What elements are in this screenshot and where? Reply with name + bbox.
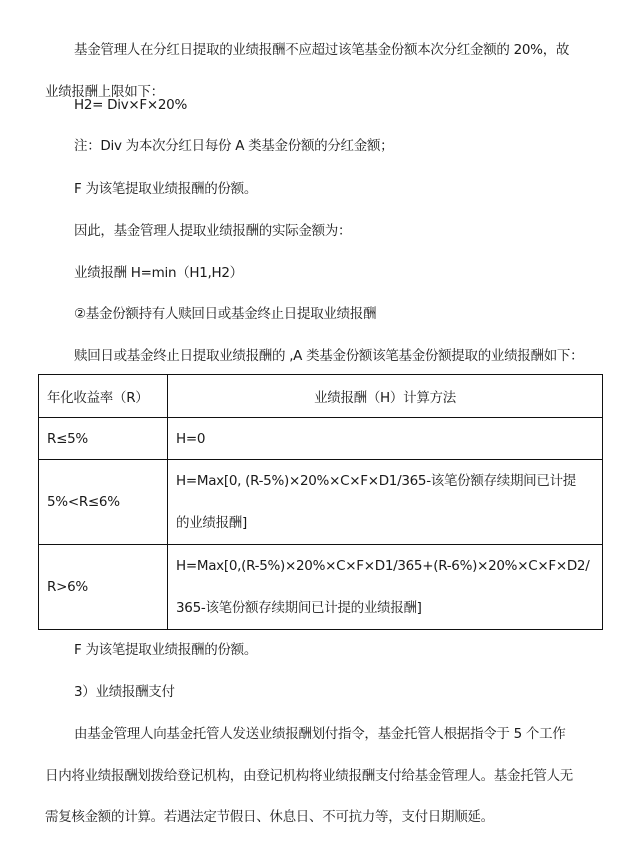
section2-intro: 赎回日或基金终止日提取业绩报酬的 ,A 类基金份额该笔基金份额提取的业绩报酬如下： xyxy=(74,348,584,364)
cell-method xyxy=(168,418,603,460)
note-div: 注：Div 为本次分红日每份 A 类基金份额的分红金额； xyxy=(74,138,394,154)
cell-range: R≤5% xyxy=(39,418,168,460)
section2-title: ②基金份额持有人赎回日或基金终止日提取业绩报酬 xyxy=(74,306,377,322)
method-text: H=0 xyxy=(176,430,206,447)
cell-range: R>6% xyxy=(39,545,168,630)
cell-range: 5%<R≤6% xyxy=(39,460,168,545)
method-text-line1: H=Max[0,(R-5%)×20%×C×F×D1/365+(R-6%)×20%×C×F×D2/ xyxy=(176,558,590,574)
therefore-text: 因此，基金管理人提取业绩报酬的实际金额为： xyxy=(74,223,352,239)
table-row xyxy=(39,460,603,545)
method-text-line2: 的业绩报酬] xyxy=(176,515,247,531)
paragraph-fee-cap-line2: 业绩报酬上限如下： xyxy=(45,84,164,100)
cell-method xyxy=(168,545,603,630)
paragraph-payment-line3: 需复核金额的计算。若遇法定节假日、休息日、不可抗力等，支付日期顺延。 xyxy=(45,809,494,825)
paragraph-payment-line1: 由基金管理人向基金托管人发送业绩报酬划付指令，基金托管人根据指令于 5 个工作 xyxy=(74,726,566,742)
formula-h: 业绩报酬 H=min（H1,H2） xyxy=(74,265,243,281)
table-row xyxy=(39,545,603,630)
formula-h2: H2= Div×F×20% xyxy=(74,97,187,113)
header-annual-return: 年化收益率（R） xyxy=(39,375,168,418)
method-text-line2: 365-该笔份额存续期间已计提的业绩报酬] xyxy=(176,600,422,616)
table-row xyxy=(39,418,603,460)
table-header-row xyxy=(39,375,603,418)
cell-method xyxy=(168,460,603,545)
method-text-line1: H=Max[0, (R-5%)×20%×C×F×D1/365-该笔份额存续期间已计提 xyxy=(176,473,576,489)
paragraph-fee-cap-line1: 基金管理人在分红日提取的业绩报酬不应超过该笔基金份额本次分红金额的 20%，故 xyxy=(74,42,570,58)
paragraph-payment-line2: 日内将业绩报酬划拨给登记机构，由登记机构将业绩报酬支付给基金管理人。基金托管人无 xyxy=(45,768,573,784)
after-table-note-f: F 为该笔提取业绩报酬的份额。 xyxy=(74,642,258,658)
section3-title: 3）业绩报酬支付 xyxy=(74,684,175,700)
fee-calculation-table xyxy=(38,374,603,630)
note-f: F 为该笔提取业绩报酬的份额。 xyxy=(74,181,258,197)
header-calculation-method: 业绩报酬（H）计算方法 xyxy=(168,375,603,418)
